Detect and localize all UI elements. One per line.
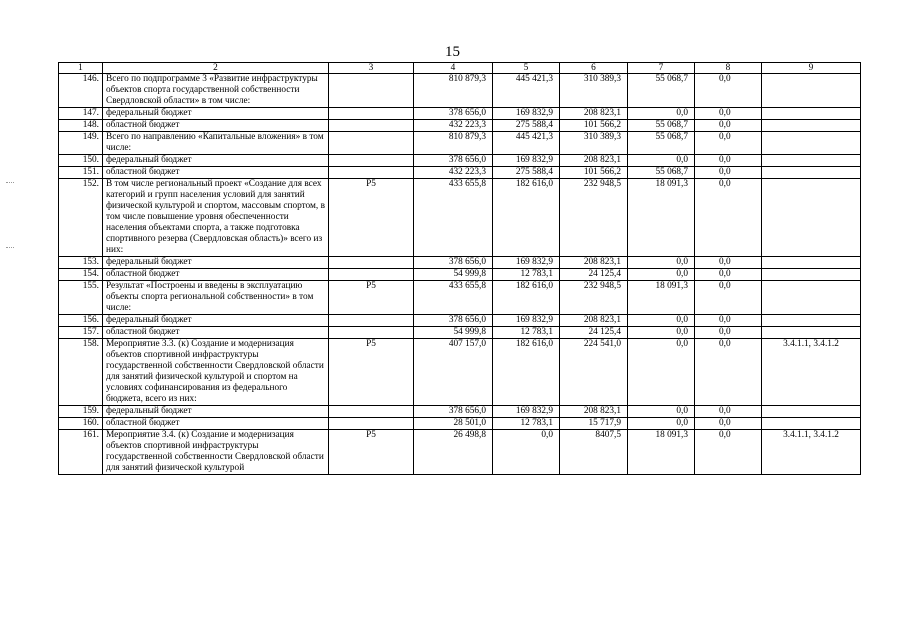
description-cell: федеральный бюджет (103, 315, 329, 327)
year-value-cell: 0,0 (628, 269, 695, 281)
year-value-cell: 0,0 (695, 167, 762, 179)
row-number-cell: 161. (59, 430, 103, 475)
target-indicator-cell (762, 418, 861, 430)
year-value-cell: 445 421,3 (493, 132, 560, 155)
target-indicator-cell (762, 406, 861, 418)
page-number: 15 (445, 44, 460, 60)
year-value-cell: 0,0 (628, 406, 695, 418)
year-value-cell: 0,0 (695, 339, 762, 406)
year-value-cell: 208 823,1 (560, 315, 628, 327)
code-cell: P5 (329, 430, 414, 475)
total-cell: 433 655,8 (414, 179, 493, 257)
row-number-cell: 157. (59, 327, 103, 339)
code-cell (329, 257, 414, 269)
code-cell: P5 (329, 339, 414, 406)
row-number-cell: 147. (59, 108, 103, 120)
description-cell: В том числе региональный проект «Создание для всех категорий и групп населения условий для занятий физической культурой и спортом, массовым спортом, в том числе повышение уровня обеспеченности населения объектами спорта, а также подготовка спортивного резерва (Свердловская область)» всего из них: (103, 179, 329, 257)
code-cell: P5 (329, 179, 414, 257)
code-cell (329, 74, 414, 108)
year-value-cell: 0,0 (695, 281, 762, 315)
target-indicator-cell (762, 120, 861, 132)
total-cell: 26 498,8 (414, 430, 493, 475)
target-indicator-cell: 3.4.1.1, 3.4.1.2 (762, 339, 861, 406)
code-cell (329, 132, 414, 155)
year-value-cell: 55 068,7 (628, 120, 695, 132)
year-value-cell: 55 068,7 (628, 167, 695, 179)
column-header: 2 (103, 63, 329, 74)
year-value-cell: 0,0 (628, 257, 695, 269)
column-header: 7 (628, 63, 695, 74)
target-indicator-cell (762, 132, 861, 155)
description-cell: Мероприятие 3.4. (к) Создание и модернизация объектов спортивной инфраструктуры государственной собственности Свердловской области для занятий физической культурой (103, 430, 329, 475)
column-header: 5 (493, 63, 560, 74)
year-value-cell: 0,0 (493, 430, 560, 475)
year-value-cell: 182 616,0 (493, 339, 560, 406)
description-cell: областной бюджет (103, 418, 329, 430)
year-value-cell: 445 421,3 (493, 74, 560, 108)
total-cell: 810 879,3 (414, 74, 493, 108)
column-header: 6 (560, 63, 628, 74)
row-number-cell: 153. (59, 257, 103, 269)
year-value-cell: 0,0 (695, 179, 762, 257)
table-row (59, 315, 861, 327)
description-cell: областной бюджет (103, 327, 329, 339)
year-value-cell: 169 832,9 (493, 108, 560, 120)
total-cell: 28 501,0 (414, 418, 493, 430)
year-value-cell: 0,0 (695, 406, 762, 418)
target-indicator-cell: 3.4.1.1, 3.4.1.2 (762, 430, 861, 475)
row-number-cell: 156. (59, 315, 103, 327)
year-value-cell: 0,0 (695, 155, 762, 167)
target-indicator-cell (762, 179, 861, 257)
year-value-cell: 24 125,4 (560, 327, 628, 339)
year-value-cell: 0,0 (628, 418, 695, 430)
target-indicator-cell (762, 108, 861, 120)
column-header: 4 (414, 63, 493, 74)
row-number-cell: 158. (59, 339, 103, 406)
year-value-cell: 208 823,1 (560, 108, 628, 120)
total-cell: 378 656,0 (414, 155, 493, 167)
year-value-cell: 208 823,1 (560, 257, 628, 269)
total-cell: 432 223,3 (414, 120, 493, 132)
column-header: 9 (762, 63, 861, 74)
target-indicator-cell (762, 327, 861, 339)
table-row (59, 327, 861, 339)
year-value-cell: 0,0 (695, 74, 762, 108)
row-number-cell: 152. (59, 179, 103, 257)
year-value-cell: 0,0 (695, 132, 762, 155)
year-value-cell: 310 389,3 (560, 74, 628, 108)
year-value-cell: 55 068,7 (628, 74, 695, 108)
code-cell (329, 155, 414, 167)
description-cell: областной бюджет (103, 120, 329, 132)
target-indicator-cell (762, 74, 861, 108)
year-value-cell: 232 948,5 (560, 281, 628, 315)
total-cell: 407 157,0 (414, 339, 493, 406)
year-value-cell: 0,0 (628, 339, 695, 406)
year-value-cell: 55 068,7 (628, 132, 695, 155)
year-value-cell: 24 125,4 (560, 269, 628, 281)
year-value-cell: 15 717,9 (560, 418, 628, 430)
table-row (59, 281, 861, 315)
target-indicator-cell (762, 269, 861, 281)
description-cell: Всего по подпрограмме 3 «Развитие инфраструктуры объектов спорта государственной собственности Свердловской области» в том числе: (103, 74, 329, 108)
year-value-cell: 275 588,4 (493, 120, 560, 132)
total-cell: 378 656,0 (414, 315, 493, 327)
year-value-cell: 169 832,9 (493, 406, 560, 418)
year-value-cell: 0,0 (695, 418, 762, 430)
total-cell: 54 999,8 (414, 327, 493, 339)
description-cell: федеральный бюджет (103, 257, 329, 269)
table-row (59, 155, 861, 167)
year-value-cell: 12 783,1 (493, 418, 560, 430)
margin-mark (6, 247, 14, 249)
table-row (59, 74, 861, 108)
margin-mark (6, 182, 14, 184)
row-number-cell: 154. (59, 269, 103, 281)
target-indicator-cell (762, 315, 861, 327)
target-indicator-cell (762, 167, 861, 179)
year-value-cell: 8407,5 (560, 430, 628, 475)
year-value-cell: 310 389,3 (560, 132, 628, 155)
description-cell: областной бюджет (103, 167, 329, 179)
description-cell: федеральный бюджет (103, 155, 329, 167)
description-cell: федеральный бюджет (103, 108, 329, 120)
year-value-cell: 0,0 (695, 257, 762, 269)
year-value-cell: 12 783,1 (493, 327, 560, 339)
year-value-cell: 224 541,0 (560, 339, 628, 406)
description-cell: Всего по направлению «Капитальные вложения» в том числе: (103, 132, 329, 155)
code-cell (329, 167, 414, 179)
row-number-cell: 150. (59, 155, 103, 167)
year-value-cell: 208 823,1 (560, 155, 628, 167)
year-value-cell: 0,0 (695, 269, 762, 281)
row-number-cell: 160. (59, 418, 103, 430)
year-value-cell: 232 948,5 (560, 179, 628, 257)
year-value-cell: 0,0 (628, 315, 695, 327)
code-cell (329, 120, 414, 132)
row-number-cell: 148. (59, 120, 103, 132)
column-header: 1 (59, 63, 103, 74)
year-value-cell: 208 823,1 (560, 406, 628, 418)
total-cell: 432 223,3 (414, 167, 493, 179)
year-value-cell: 169 832,9 (493, 257, 560, 269)
year-value-cell: 0,0 (695, 315, 762, 327)
target-indicator-cell (762, 155, 861, 167)
table-row (59, 108, 861, 120)
description-cell: федеральный бюджет (103, 406, 329, 418)
code-cell (329, 108, 414, 120)
table-row (59, 167, 861, 179)
year-value-cell: 169 832,9 (493, 315, 560, 327)
column-header: 8 (695, 63, 762, 74)
year-value-cell: 0,0 (695, 327, 762, 339)
description-cell: областной бюджет (103, 269, 329, 281)
table-row (59, 257, 861, 269)
code-cell (329, 418, 414, 430)
table-row (59, 132, 861, 155)
year-value-cell: 182 616,0 (493, 179, 560, 257)
total-cell: 433 655,8 (414, 281, 493, 315)
code-cell: P5 (329, 281, 414, 315)
table-row (59, 179, 861, 257)
year-value-cell: 18 091,3 (628, 430, 695, 475)
total-cell: 378 656,0 (414, 257, 493, 269)
year-value-cell: 101 566,2 (560, 167, 628, 179)
year-value-cell: 0,0 (628, 327, 695, 339)
description-cell: Результат «Построены и введены в эксплуатацию объекты спорта региональной собственности» в том числе: (103, 281, 329, 315)
row-number-cell: 155. (59, 281, 103, 315)
code-cell (329, 315, 414, 327)
total-cell: 378 656,0 (414, 108, 493, 120)
total-cell: 54 999,8 (414, 269, 493, 281)
target-indicator-cell (762, 257, 861, 269)
code-cell (329, 327, 414, 339)
target-indicator-cell (762, 281, 861, 315)
year-value-cell: 169 832,9 (493, 155, 560, 167)
table-row (59, 418, 861, 430)
code-cell (329, 406, 414, 418)
table-row (59, 339, 861, 406)
table-row (59, 120, 861, 132)
year-value-cell: 0,0 (695, 430, 762, 475)
year-value-cell: 0,0 (628, 155, 695, 167)
row-number-cell: 159. (59, 406, 103, 418)
year-value-cell: 18 091,3 (628, 179, 695, 257)
description-cell: Мероприятие 3.3. (к) Создание и модернизация объектов спортивной инфраструктуры государственной собственности Свердловской области для занятий физической культурой и спортом на условиях софинансирования из федерального бюджета, всего из них: (103, 339, 329, 406)
total-cell: 378 656,0 (414, 406, 493, 418)
year-value-cell: 182 616,0 (493, 281, 560, 315)
code-cell (329, 269, 414, 281)
row-number-cell: 146. (59, 74, 103, 108)
table-row (59, 406, 861, 418)
column-header: 3 (329, 63, 414, 74)
year-value-cell: 275 588,4 (493, 167, 560, 179)
year-value-cell: 0,0 (628, 108, 695, 120)
budget-table (58, 62, 861, 475)
total-cell: 810 879,3 (414, 132, 493, 155)
year-value-cell: 18 091,3 (628, 281, 695, 315)
year-value-cell: 0,0 (695, 120, 762, 132)
year-value-cell: 101 566,2 (560, 120, 628, 132)
row-number-cell: 151. (59, 167, 103, 179)
year-value-cell: 0,0 (695, 108, 762, 120)
column-number-row (59, 63, 861, 74)
table-row (59, 430, 861, 475)
row-number-cell: 149. (59, 132, 103, 155)
table-row (59, 269, 861, 281)
year-value-cell: 12 783,1 (493, 269, 560, 281)
